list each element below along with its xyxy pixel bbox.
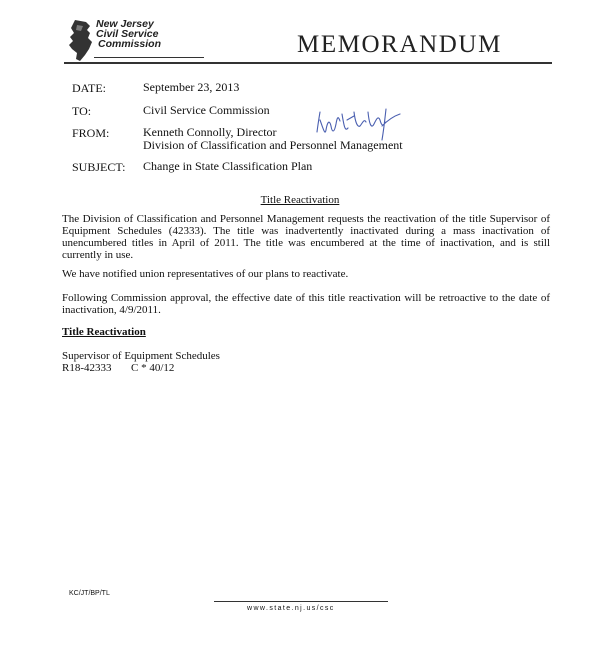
from-name: Kenneth Connolly, Director: [143, 125, 277, 139]
to-label: TO:: [72, 104, 92, 118]
from-division: Division of Classification and Personnel Management: [143, 138, 403, 152]
title-class: C * 40/12: [131, 362, 175, 374]
to-value: Civil Service Commission: [143, 103, 270, 117]
footer-url: www.state.nj.us/csc: [247, 605, 335, 612]
date-label: DATE:: [72, 81, 106, 95]
body-paragraph-3: Following Commission approval, the effective date of this title reactivation will be retroactive to the date of inactivation, 4/9/2011.: [62, 292, 550, 316]
section-title: Title Reactivation: [260, 194, 340, 206]
title-code: R18-42333: [62, 362, 112, 374]
body-paragraph-2: We have notified union representatives of our plans to reactivate.: [62, 268, 349, 280]
logo-line-3: Commission: [98, 38, 162, 50]
from-label: FROM:: [72, 126, 110, 140]
subheading: Title Reactivation: [62, 326, 146, 338]
handwritten-signature: [314, 106, 404, 144]
subject-value: Change in State Classification Plan: [143, 159, 313, 173]
logo-wordmark: [96, 19, 161, 49]
agency-logo: [66, 19, 186, 63]
footer-initials: KC/JT/BP/TL: [69, 590, 110, 597]
subject-label: SUBJECT:: [72, 160, 126, 174]
date-value: September 23, 2013: [143, 80, 240, 94]
logo-line-1: New Jersey: [96, 18, 154, 30]
memo-title: MEMORANDUM: [297, 31, 502, 58]
new-jersey-map-icon: [66, 19, 96, 63]
logo-line-2: Civil Service: [96, 28, 159, 40]
body-paragraph-1: The Division of Classification and Personnel Management requests the reactivation of the title Supervisor of Equipment Schedules (42333). The title was inadvertently inactivated during a mass inactivation of unencumbered titles in April of 2011. The title was encumbered at the time of inactivation, and is still currently in use.: [62, 213, 550, 261]
header-divider: [64, 62, 552, 64]
footer-divider: [214, 601, 388, 602]
logo-underline: [94, 57, 204, 58]
title-name: Supervisor of Equipment Schedules: [62, 350, 220, 362]
